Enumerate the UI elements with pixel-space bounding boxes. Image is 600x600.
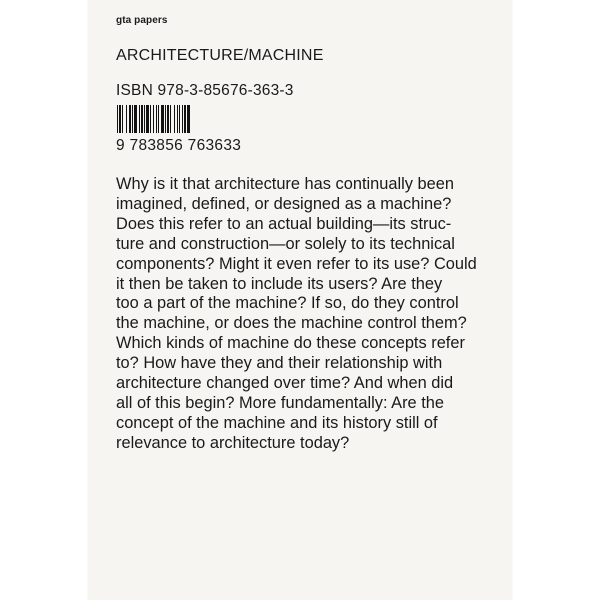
blurb-line: the machine, or does the machine control them? (116, 314, 467, 333)
blurb-line: Why is it that architecture has continually been (116, 175, 455, 193)
isbn-label: ISBN 978-3-85676-363-3 (116, 82, 294, 99)
blurb-line: it then be taken to include its users? Are they (116, 274, 443, 293)
blurb-line: imagined, defined, or designed as a machine? (116, 194, 452, 213)
book-title: ARCHITECTURE/MACHINE (116, 47, 324, 64)
blurb-line: all of this begin? More fundamentally: Are the (116, 393, 445, 412)
blurb-line: relevance to architecture today? (116, 433, 350, 452)
blurb-line: architecture changed over time? And when did (116, 374, 454, 393)
blurb-line: to? How have they and their relationship with (116, 354, 443, 373)
blurb-line: concept of the machine and its history still of (116, 413, 438, 432)
blurb-text (116, 175, 500, 454)
blurb-line: Which kinds of machine do these concepts refer (116, 334, 465, 353)
blurb-line: too a part of the machine? If so, do they control (116, 294, 459, 313)
barcode-number: 9 783856 763633 (116, 137, 242, 154)
blurb-line: components? Might it even refer to its use? Could (116, 254, 477, 273)
blurb-line: ture and construction—or solely to its technical (116, 234, 455, 253)
barcode-icon (117, 105, 241, 133)
blurb-line: Does this refer to an actual building—its struc- (116, 214, 452, 233)
book-back-cover (88, 0, 512, 600)
publisher-name: gta papers (116, 15, 168, 26)
